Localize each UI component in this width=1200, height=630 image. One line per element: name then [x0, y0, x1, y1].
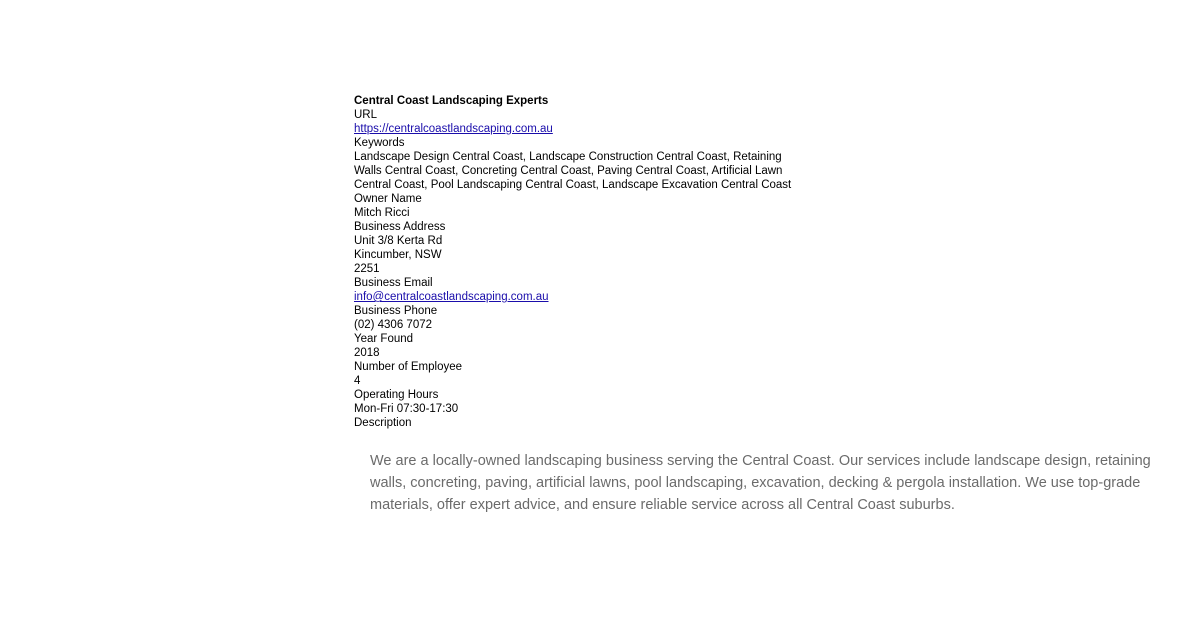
hours-label: Operating Hours — [354, 389, 439, 401]
phone-value: (02) 4306 7072 — [354, 319, 433, 331]
employees-value: 4 — [354, 375, 361, 387]
year-label: Year Found — [354, 333, 414, 345]
business-name: Central Coast Landscaping Experts — [354, 95, 549, 107]
owner-label: Owner Name — [354, 193, 422, 205]
address-line-1: Unit 3/8 Kerta Rd — [354, 235, 443, 247]
description-label: Description — [354, 417, 412, 429]
description-text: We are a locally-owned landscaping business serving the Central Coast. Our services include landscape design, retaining walls, concreting, paving, artificial lawns, pool landscaping, excavation, decking & pergola installation. We use top-grade materials, offer expert advice, and ensure reliable service across all Central Coast suburbs. — [370, 453, 1151, 513]
address-line-3: 2251 — [354, 263, 380, 275]
email-label: Business Email — [354, 277, 433, 289]
business-url-link[interactable]: https://centralcoastlandscaping.com.au — [354, 123, 553, 135]
hours-value: Mon-Fri 07:30-17:30 — [354, 403, 459, 415]
phone-label: Business Phone — [354, 305, 438, 317]
url-label: URL — [354, 109, 378, 121]
owner-value: Mitch Ricci — [354, 207, 410, 219]
business-email-link[interactable]: info@centralcoastlandscaping.com.au — [354, 291, 549, 303]
business-listing-card — [354, 94, 1184, 516]
year-value: 2018 — [354, 347, 380, 359]
employees-label: Number of Employee — [354, 361, 463, 373]
keywords-value: Landscape Design Central Coast, Landscape Construction Central Coast, Retaining Walls Central Coast, Concreting Central Coast, Paving Central Coast, Artificial Lawn Central Coast, Pool Landscaping Central Coast, Landscape Excavation Central Coast — [354, 151, 792, 191]
address-line-2: Kincumber, NSW — [354, 249, 442, 261]
address-label: Business Address — [354, 221, 446, 233]
keywords-label: Keywords — [354, 137, 405, 149]
